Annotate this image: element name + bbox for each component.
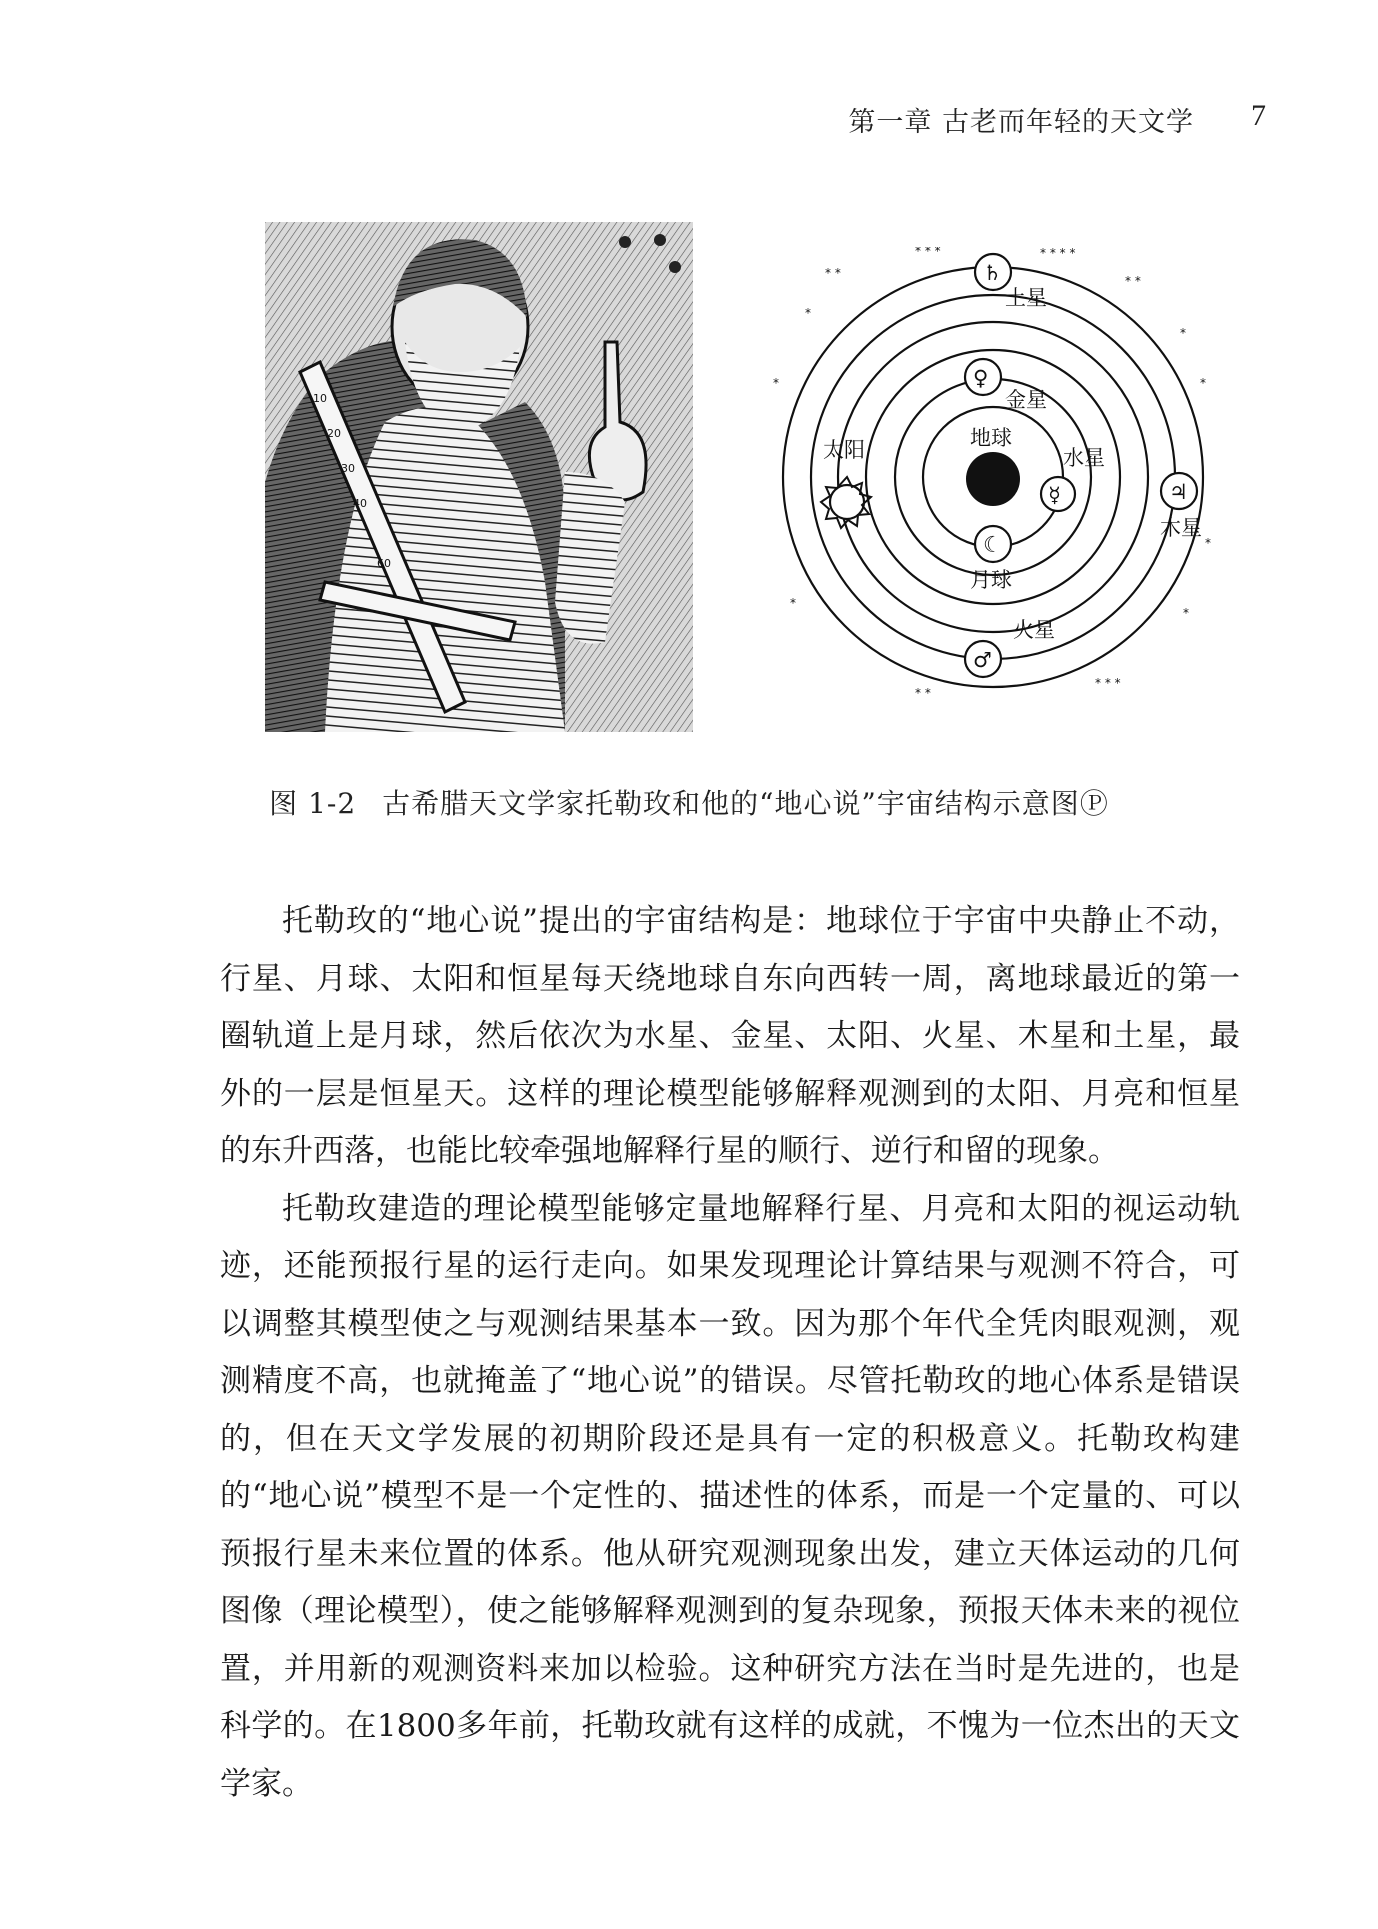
page-number: 7: [1251, 99, 1266, 132]
saturn-symbol-icon: ♄: [983, 261, 1002, 285]
moon-symbol-icon: ☾: [983, 533, 1003, 558]
venus-symbol-icon: ♀: [973, 366, 989, 390]
svg-text:*: *: [773, 376, 779, 390]
svg-text:* *: * *: [825, 266, 841, 280]
svg-text:* * *: * * *: [915, 247, 941, 258]
ruler-tick: 60: [377, 557, 391, 570]
caption-mark: Ⓟ: [1079, 787, 1109, 820]
figure-number: 图 1-2: [269, 787, 357, 820]
label-earth: 地球: [970, 426, 1012, 450]
svg-text:*: *: [790, 596, 796, 610]
svg-text:*: *: [1200, 376, 1206, 390]
label-moon: 月球: [970, 568, 1012, 592]
ruler-tick: 20: [327, 427, 341, 440]
mars-symbol-icon: ♂: [973, 648, 992, 672]
figure-caption-text: 古希腊天文学家托勒玫和他的“地心说”宇宙结构示意图: [382, 787, 1080, 820]
svg-text:* *: * *: [1125, 274, 1141, 288]
svg-text:*: *: [1205, 536, 1211, 550]
geocentric-diagram: [765, 247, 1220, 707]
ptolemy-portrait: [265, 222, 693, 732]
svg-text:* * * *: * * * *: [1040, 247, 1076, 260]
sun-icon: [821, 477, 871, 528]
ruler-tick: 10: [313, 392, 327, 405]
earth-disc: [966, 452, 1020, 506]
ruler-tick: 30: [341, 462, 355, 475]
label-mercury: 水星: [1063, 446, 1105, 470]
svg-text:*: *: [1183, 606, 1189, 620]
mercury-symbol-icon: ☿: [1048, 483, 1061, 507]
svg-text:* *: * *: [915, 686, 931, 700]
svg-text:*: *: [805, 306, 811, 320]
label-venus: 金星: [1005, 388, 1047, 412]
running-head: [0, 100, 1378, 140]
ptolemy-engraving-icon: [265, 222, 693, 732]
paragraph: 托勒玫建造的理论模型能够定量地解释行星、月亮和太阳的视运动轨迹，还能预报行星的运行走向。如果发现理论计算结果与观测不符合，可以调整其模型使之与观测结果基本一致。因为那个年代全凭肉眼观测，观测精度不高，也就掩盖了“地心说”的错误。尽管托勒玫的地心体系是错误的，但在天文学发展的初期阶段还是具有一定的积极意义。托勒玫构建的“地心说”模型不是一个定性的、描述性的体系，而是一个定量的、可以预报行星未来位置的体系。他从研究观测现象出发，建立天体运动的几何图像（理论模型），使之能够解释观测到的复杂现象，预报天体未来的视位置，并用新的观测资料来加以检验。这种研究方法在当时是先进的，也是科学的。在1800多年前，托勒玫就有这样的成就，不愧为一位杰出的天文学家。: [220, 1190, 1240, 1802]
paragraph: 托勒玫的“地心说”提出的宇宙结构是：地球位于宇宙中央静止不动，行星、月球、太阳和恒星每天绕地球自东向西转一周，离地球最近的第一圈轨道上是月球，然后依次为水星、金星、太阳、火星、木星和土星，最外的一层是恒星天。这样的理论模型能够解释观测到的太阳、月亮和恒星的东升西落，也能比较牵强地解释行星的顺行、逆行和留的现象。: [220, 903, 1240, 1169]
jupiter-symbol-icon: ♃: [1169, 480, 1188, 504]
svg-text:* * *: * * *: [1095, 676, 1121, 690]
body-text: [220, 893, 1240, 1813]
chapter-title: 第一章 古老而年轻的天文学: [848, 107, 1194, 138]
label-jupiter: 木星: [1160, 516, 1202, 540]
label-mars: 火星: [1013, 618, 1055, 642]
label-saturn: 土星: [1005, 286, 1047, 310]
label-sun: 太阳: [823, 438, 865, 462]
figure-caption: [0, 782, 1378, 822]
ruler-tick: 40: [353, 497, 367, 510]
svg-text:*: *: [1180, 326, 1186, 340]
